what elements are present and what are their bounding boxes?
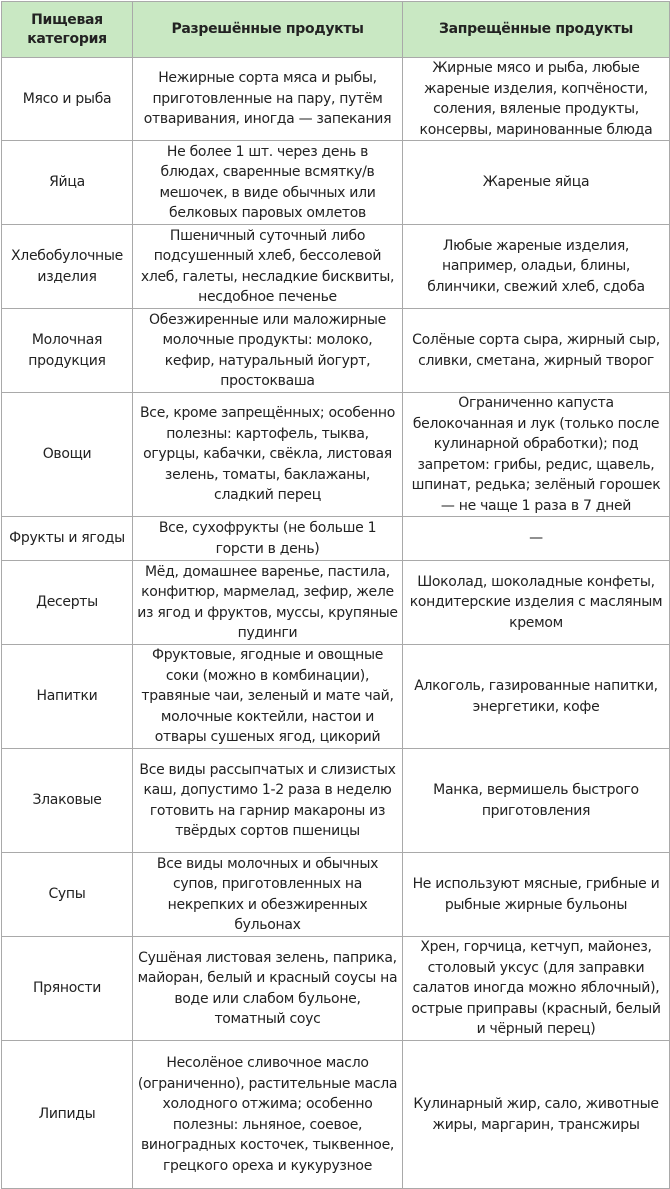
header-row	[2, 2, 670, 58]
table-row	[2, 517, 670, 561]
category-cell: Злаковые	[2, 749, 133, 853]
category-cell: Хлебобулочные изделия	[2, 225, 133, 309]
forbidden-cell: Солёные сорта сыра, жирный сыр, сливки, сметана, жирный творог	[403, 309, 670, 393]
table-row	[2, 141, 670, 225]
header-allowed: Разрешённые продукты	[133, 2, 403, 58]
table-row	[2, 853, 670, 937]
allowed-cell: Сушёная листовая зелень, паприка, майоран, белый и красный соусы на воде или слабом бульоне, томатный соус	[133, 937, 403, 1041]
allowed-cell: Обезжиренные или маложирные молочные продукты: молоко, кефир, натуральный йогурт, простокваша	[133, 309, 403, 393]
header-category: Пищевая категория	[2, 2, 133, 58]
allowed-cell: Нежирные сорта мяса и рыбы, приготовленные на пару, путём отваривания, иногда — запекания	[133, 58, 403, 141]
forbidden-cell: Любые жареные изделия, например, оладьи, блины, блинчики, свежий хлеб, сдоба	[403, 225, 670, 309]
category-cell: Молочная продукция	[2, 309, 133, 393]
category-cell: Мясо и рыба	[2, 58, 133, 141]
category-cell: Напитки	[2, 645, 133, 749]
table-row	[2, 309, 670, 393]
forbidden-cell: Жареные яйца	[403, 141, 670, 225]
allowed-cell: Мёд, домашнее варенье, пастила, конфитюр, мармелад, зефир, желе из ягод и фруктов, муссы, крупяные пудинги	[133, 561, 403, 645]
category-cell: Фрукты и ягоды	[2, 517, 133, 561]
table-row	[2, 1041, 670, 1189]
allowed-cell: Все виды рассыпчатых и слизистых каш, допустимо 1-2 раза в неделю готовить на гарнир макароны из твёрдых сортов пшеницы	[133, 749, 403, 853]
table-row	[2, 58, 670, 141]
category-cell: Супы	[2, 853, 133, 937]
forbidden-cell: Не используют мясные, грибные и рыбные жирные бульоны	[403, 853, 670, 937]
table-row	[2, 561, 670, 645]
table-row	[2, 749, 670, 853]
forbidden-cell: Шоколад, шоколадные конфеты, кондитерские изделия с масляным кремом	[403, 561, 670, 645]
forbidden-cell: Манка, вермишель быстрого приготовления	[403, 749, 670, 853]
table-row	[2, 393, 670, 517]
allowed-cell: Пшеничный суточный либо подсушенный хлеб, бессолевой хлеб, галеты, несладкие бисквиты, несдобное печенье	[133, 225, 403, 309]
category-cell: Пряности	[2, 937, 133, 1041]
category-cell: Липиды	[2, 1041, 133, 1189]
category-cell: Овощи	[2, 393, 133, 517]
table-row	[2, 225, 670, 309]
forbidden-cell: Ограниченно капуста белокочанная и лук (только после кулинарной обработки); под запретом: грибы, редис, щавель, шпинат, редька; зелёный горошек — не чаще 1 раза в 7 дней	[403, 393, 670, 517]
forbidden-cell: Кулинарный жир, сало, животные жиры, маргарин, трансжиры	[403, 1041, 670, 1189]
category-cell: Яйца	[2, 141, 133, 225]
allowed-cell: Несолёное сливочное масло (ограниченно), растительные масла холодного отжима; особенно полезны: льняное, соевое, виноградных косточек, тыквенное, грецкого ореха и кукурузное	[133, 1041, 403, 1189]
allowed-cell: Фруктовые, ягодные и овощные соки (можно в комбинации), травяные чаи, зеленый и мате чай, молочные коктейли, настои и отвары сушеных ягод, цикорий	[133, 645, 403, 749]
allowed-cell: Все, кроме запрещённых; особенно полезны: картофель, тыква, огурцы, кабачки, свёкла, листовая зелень, томаты, баклажаны, сладкий перец	[133, 393, 403, 517]
allowed-cell: Не более 1 шт. через день в блюдах, сваренные всмятку/в мешочек, в виде обычных или белковых паровых омлетов	[133, 141, 403, 225]
forbidden-cell: Хрен, горчица, кетчуп, майонез, столовый уксус (для заправки салатов иногда можно яблочный), острые приправы (красный, белый и чёрный перец)	[403, 937, 670, 1041]
allowed-cell: Все виды молочных и обычных супов, приготовленных на некрепких и обезжиренных бульонах	[133, 853, 403, 937]
table-row	[2, 645, 670, 749]
table-row	[2, 937, 670, 1041]
header-forbidden: Запрещённые продукты	[403, 2, 670, 58]
forbidden-cell: —	[403, 517, 670, 561]
diet-table	[1, 1, 670, 1189]
category-cell: Десерты	[2, 561, 133, 645]
allowed-cell: Все, сухофрукты (не больше 1 горсти в день)	[133, 517, 403, 561]
forbidden-cell: Жирные мясо и рыба, любые жареные изделия, копчёности, соления, вяленые продукты, консервы, маринованные блюда	[403, 58, 670, 141]
forbidden-cell: Алкоголь, газированные напитки, энергетики, кофе	[403, 645, 670, 749]
